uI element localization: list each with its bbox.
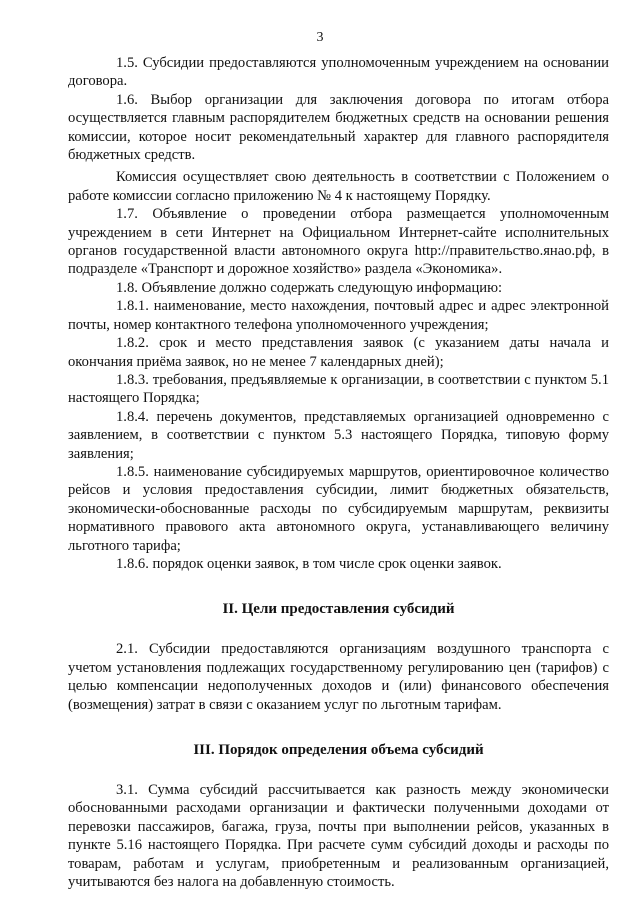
section-2-heading: II. Цели предоставления субсидий bbox=[222, 601, 455, 618]
paragraph-1-6: 1.6. Выбор организации для заключения договора по итогам отбора осуществляется главным распорядителем бюджетных средств на основании решения комиссии, которое носит рекомендательный характер для главного распорядителя бюджетных средств. bbox=[68, 91, 609, 164]
paragraph-1-8-4: 1.8.4. перечень документов, представляемых организацией одновременно с заявлением, в соответствии с пунктом 5.3 настоящего Порядка, типовую форму заявления; bbox=[68, 408, 609, 462]
section-3-heading: III. Порядок определения объема субсидий bbox=[193, 742, 484, 758]
paragraph-1-8-2: 1.8.2. срок и место представления заявок (с указанием даты начала и окончания приёма заявок, но не менее 7 календарных дней); bbox=[68, 335, 609, 370]
paragraph-1-8-5: 1.8.5. наименование субсидируемых маршрутов, ориентировочное количество рейсов и условия предоставления субсидии, лимит бюджетных обязательств, экономически-обоснованные расходы по субсидируемым маршрутам, реквизиты нормативного правового акта автономного округа, устанавливающего величину льготного тарифа; bbox=[68, 463, 609, 554]
paragraph-1-8: 1.8. Объявление должно содержать следующую информацию: bbox=[116, 279, 503, 296]
paragraph-3-1: 3.1. Сумма субсидий рассчитывается как разность между экономически обоснованными расходами организации и фактически полученными доходами от перевозки пассажиров, багажа, груза, почты при выполнении рейсов, указанных в пункте 5.16 настоящего Порядка. При расчете сумм субсидий доходы и расходы по товарам, работам и услугам, приобретенным и реализованным организацией, учитываются без налога на добавленную стоимость. bbox=[68, 782, 609, 891]
paragraph-1-7: 1.7. Объявление о проведении отбора размещается уполномоченным учреждением в сети Интернет на Официальном Интернет-сайте исполнительных органов государственной власти автономного округа http://правительство.янао.рф, в подразделе «Транспорт и дорожное хозяйство» раздела «Экономика». bbox=[68, 206, 609, 278]
paragraph-commission: Комиссия осуществляет свою деятельность в соответствии с Положением о работе комиссии согласно приложению № 4 к настоящему Порядку. bbox=[68, 169, 609, 204]
paragraph-1-8-6: 1.8.6. порядок оценки заявок, в том числе срок оценки заявок. bbox=[116, 555, 502, 572]
paragraph-1-8-1: 1.8.1. наименование, место нахождения, почтовый адрес и адрес электронной почты, номер контактного телефона уполномоченного учреждения; bbox=[68, 298, 609, 333]
paragraph-1-8-3: 1.8.3. требования, предъявляемые к организации, в соответствии с пунктом 5.1 настоящего Порядка; bbox=[68, 371, 609, 407]
paragraph-1-5: 1.5. Субсидии предоставляются уполномоченным учреждением на основании договора. bbox=[68, 55, 609, 90]
paragraph-2-1: 2.1. Субсидии предоставляются организациям воздушного транспорта с учетом установления подлежащих государственному регулированию цен (тарифов) с целью компенсации недополученных доходов и (или) финансового обеспечения (возмещения) затрат в связи с оказанием услуг по льготным тарифам. bbox=[68, 641, 609, 713]
page-number: 3 bbox=[316, 30, 324, 45]
document-body bbox=[68, 54, 609, 891]
